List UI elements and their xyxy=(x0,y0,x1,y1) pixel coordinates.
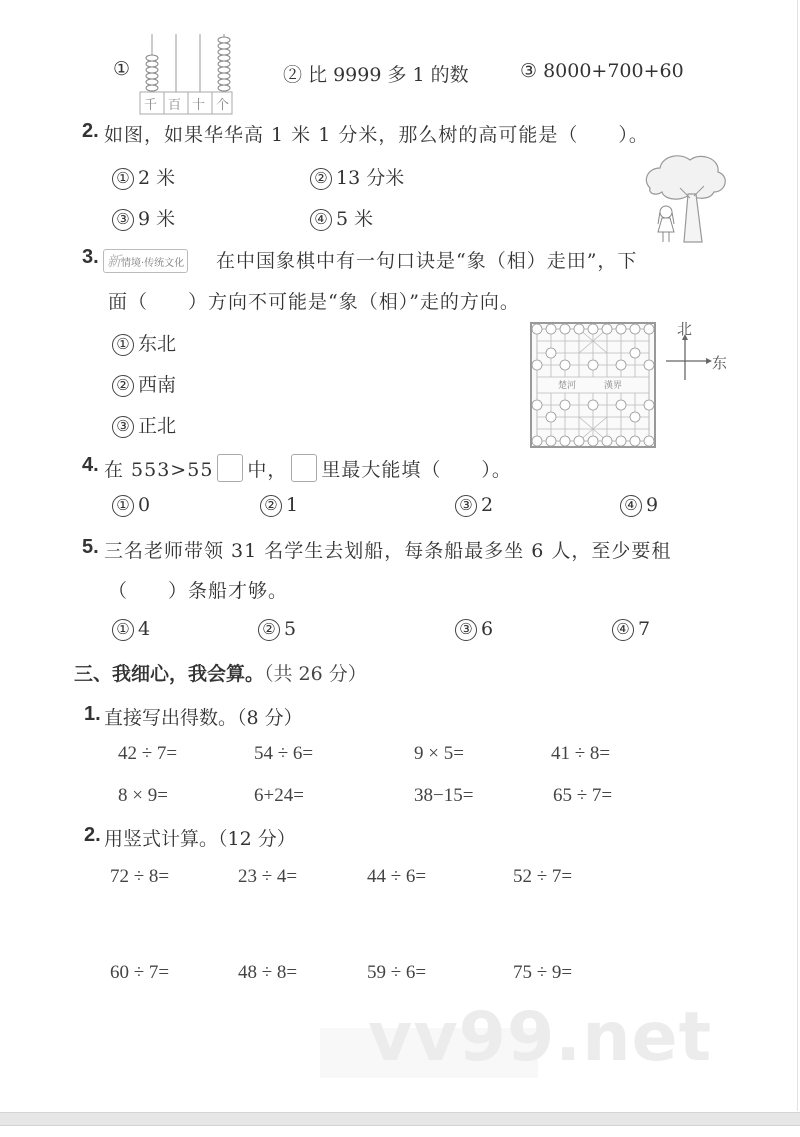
answer-box xyxy=(217,454,243,482)
q3-option-3: ③ 正北 xyxy=(112,411,176,438)
q1-option-1-marker: ① xyxy=(113,58,131,80)
calc-item: 41 ÷ 8= xyxy=(551,743,611,764)
q5-text-line2: （ ）条船才够。 xyxy=(108,580,289,602)
q5-option-4: ④ 7 xyxy=(612,618,650,641)
q4-option-4: ④ 9 xyxy=(620,494,658,517)
q3-number: 3. xyxy=(82,246,99,268)
q3-option-1: ① 东北 xyxy=(112,329,176,356)
calc-item: 6+24= xyxy=(254,785,304,806)
q2-option-1: ① 2 米 xyxy=(112,163,175,190)
abacus-label-tens: 十 xyxy=(192,98,206,113)
answer-box xyxy=(291,454,317,482)
calc-item: 72 ÷ 8= xyxy=(110,866,170,887)
q2-option-3: ③ 9 米 xyxy=(112,204,175,231)
sub1-title: 直接写出得数。（8 分） xyxy=(104,707,303,729)
calc-item: 65 ÷ 7= xyxy=(553,785,613,806)
context-tag: 新情境·传统文化 xyxy=(103,249,188,273)
calc-item: 8 × 9= xyxy=(118,785,168,806)
calc-item: 60 ÷ 7= xyxy=(110,962,170,983)
compass-north-label: 北 xyxy=(677,320,693,338)
q2-text: 如图，如果华华高 1 米 1 分米，那么树的高可能是（ ）。 xyxy=(104,124,649,146)
q2-option-2: ② 13 分米 xyxy=(310,163,404,190)
watermark: vv99.net xyxy=(368,998,713,1077)
calc-item: 44 ÷ 6= xyxy=(367,866,427,887)
chinese-chess-board xyxy=(530,322,656,448)
q3-text-line2: 面（ ）方向不可能是“象（相）”走的方向。 xyxy=(108,291,520,313)
calc-item: 38−15= xyxy=(414,785,474,806)
page-separator-bar xyxy=(0,1112,800,1126)
q5-number: 5. xyxy=(82,536,99,558)
q5-option-1: ① 4 xyxy=(112,618,150,641)
calc-item: 75 ÷ 9= xyxy=(513,962,573,983)
q1-option-2: ② 比 9999 多 1 的数 xyxy=(283,64,469,86)
section-3-heading: 三、我细心，我会算。（共 26 分） xyxy=(74,663,367,685)
compass-east-label: 东 xyxy=(712,354,728,372)
calc-item: 42 ÷ 7= xyxy=(118,743,178,764)
q3-text-line1: 在中国象棋中有一句口诀是“象（相）走田”，下 xyxy=(216,250,638,272)
q1-option-3: ③ 8000+700+60 xyxy=(520,60,684,82)
calc-item: 23 ÷ 4= xyxy=(238,866,298,887)
q4-option-2: ② 1 xyxy=(260,494,298,517)
q3-option-2: ② 西南 xyxy=(112,370,176,397)
calc-item: 54 ÷ 6= xyxy=(254,743,314,764)
q4-option-3: ③ 2 xyxy=(455,494,493,517)
q4-text: 在 553>55 中， 里最大能填（ ）。 xyxy=(104,454,512,482)
sub1-number: 1. xyxy=(84,703,101,725)
calc-item: 52 ÷ 7= xyxy=(513,866,573,887)
chess-river-label-right: 漢界 xyxy=(604,381,623,391)
sub2-number: 2. xyxy=(84,824,101,846)
q2-number: 2. xyxy=(82,120,99,142)
abacus-label-ones: 个 xyxy=(216,98,230,113)
abacus-label-hundreds: 百 xyxy=(168,98,182,113)
q5-text-line1: 三名老师带领 31 名学生去划船，每条船最多坐 6 人，至少要租 xyxy=(104,540,672,562)
q4-option-1: ① 0 xyxy=(112,494,150,517)
q5-option-3: ③ 6 xyxy=(455,618,493,641)
calc-item: 59 ÷ 6= xyxy=(367,962,427,983)
chess-river-label-left: 楚河 xyxy=(558,381,577,391)
tree-and-girl-illustration xyxy=(640,150,730,245)
compass-rose xyxy=(662,320,732,382)
calc-item: 48 ÷ 8= xyxy=(238,962,298,983)
q2-option-4: ④ 5 米 xyxy=(310,204,373,231)
q4-number: 4. xyxy=(82,454,99,476)
abacus-label-thousands: 千 xyxy=(144,98,158,113)
abacus-illustration xyxy=(138,32,234,116)
q5-option-2: ② 5 xyxy=(258,618,296,641)
sub2-title: 用竖式计算。（12 分） xyxy=(104,828,296,850)
calc-item: 9 × 5= xyxy=(414,743,464,764)
